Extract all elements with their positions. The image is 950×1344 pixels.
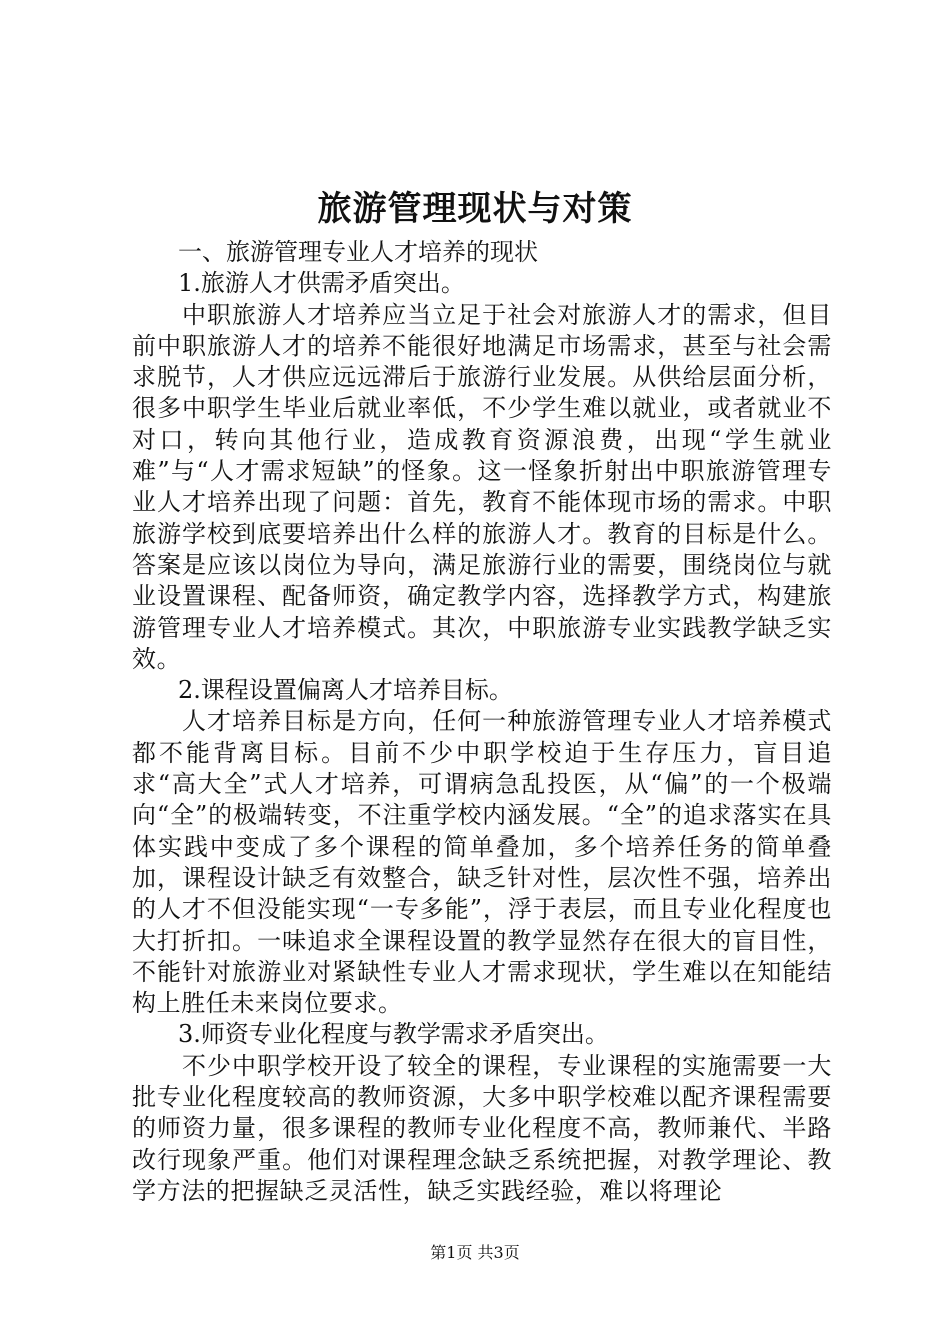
section-heading: 一、旅游管理专业人才培养的现状 — [178, 238, 538, 266]
paragraph-2: 人才培养目标是方向，任何一种旅游管理专业人才培养模式都不能背离目标。目前不少中职学校迫于生存压力，盲目追求“高大全”式人才培养，可谓病急乱投医，从“偏”的一个极端向“全”的极端转变，不注重学校内涵发展。“全”的追求落实在具体实践中变成了多个课程的简单叠加，多个培养任务的简单叠加，课程设计缺乏有效整合，缺乏针对性，层次性不强，培养出的人才不但没能实现“一专多能”，浮于表层，而且专业化程度也大打折扣。一味追求全课程设置的教学显然存在很大的盲目性，不能针对旅游业对紧缺性专业人才需求现状，学生难以在知能结构上胜任未来岗位要求。 — [132, 707, 832, 1018]
subsection-heading-3: 3.师资专业化程度与教学需求矛盾突出。 — [178, 1020, 609, 1049]
page-footer: 第1页 共3页 — [430, 1243, 520, 1262]
subsection-heading-1: 1.旅游人才供需矛盾突出。 — [178, 269, 465, 298]
paragraph-3: 不少中职学校开设了较全的课程，专业课程的实施需要一大批专业化程度较高的教师资源，大多中职学校难以配齐课程需要的师资力量，很多课程的教师专业化程度不高，教师兼代、半路改行现象严重。他们对课程理念缺乏系统把握，对教学理论、教学方法的把握缺乏灵活性，缺乏实践经验，难以将理论 — [132, 1051, 832, 1205]
document-body — [132, 237, 832, 1207]
page-title: 旅游管理现状与对策 — [317, 189, 633, 229]
subsection-heading-2: 2.课程设置偏离人才培养目标。 — [178, 676, 513, 705]
paragraph-1: 中职旅游人才培养应当立足于社会对旅游人才的需求，但目前中职旅游人才的培养不能很好地满足市场需求，甚至与社会需求脱节，人才供应远远滞后于旅游行业发展。从供给层面分析，很多中职学生毕业后就业率低，不少学生难以就业，或者就业不对口，转向其他行业，造成教育资源浪费，出现“学生就业难”与“人才需求短缺”的怪象。这一怪象折射出中职旅游管理专业人才培养出现了问题：首先，教育不能体现市场的需求。中职旅游学校到底要培养出什么样的旅游人才。教育的目标是什么。答案是应该以岗位为导向，满足旅游行业的需要，围绕岗位与就业设置课程、配备师资，确定教学内容，选择教学方式，构建旅游管理专业人才培养模式。其次，中职旅游专业实践教学缺乏实效。 — [132, 300, 832, 673]
